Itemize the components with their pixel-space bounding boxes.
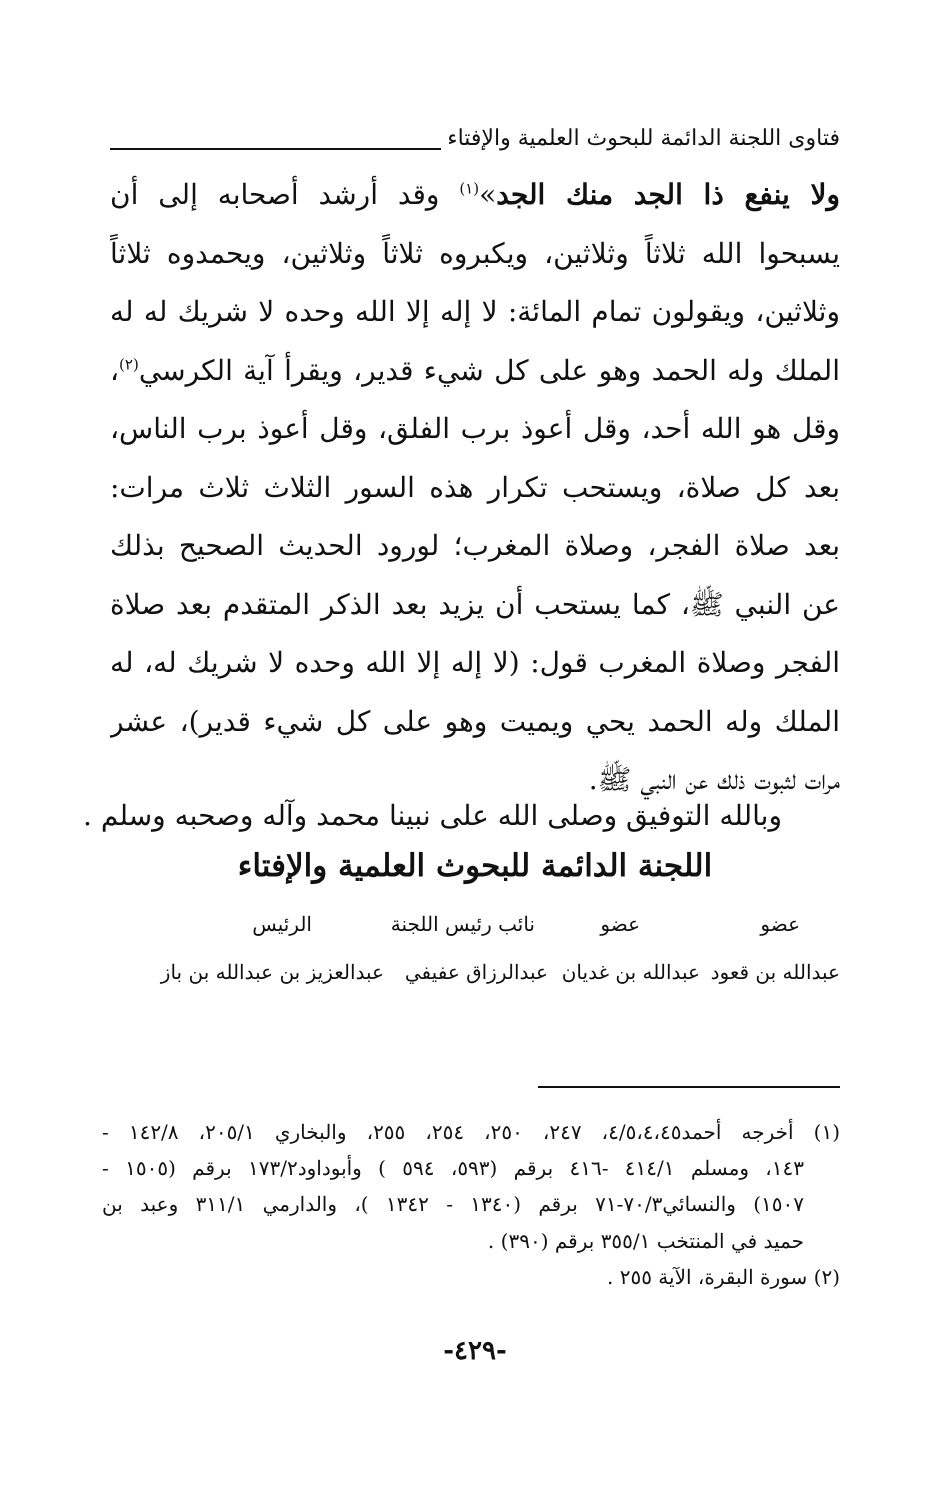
footnote-1-line-3: ١٥٠٧) والنسائي٧٠/٣-٧١ برقم (١٣٤٠ - ١٣٤٢ )، والدارمي ٣١١/١ وعبد بن — [102, 1192, 804, 1217]
footnote-1-line-2: ١٤٣، ومسلم ٤١٤/١ -٤١٦ برقم (٥٩٣، ٥٩٤ ) وأبوداود١٧٣/٢ برقم (١٥٠٥ - — [102, 1156, 804, 1181]
body-line-1-text: وقد أرشد أصحابه إلى أن — [110, 178, 440, 211]
body-line-9: الفجر وصلاة المغرب قول: (لا إله إلا الله وحده لا شريك له، له — [110, 646, 840, 679]
footnotes — [102, 1114, 840, 1295]
body-line-3: وثلاثين، ويقولون تمام المائة: لا إله إلا الله وحده لا شريك له له — [110, 295, 840, 328]
body-line-5: وقل هو الله أحد، وقل أعوذ برب الفلق، وقل أعوذ برب الناس، — [110, 412, 840, 445]
body-line-1: ولا ينفع ذا الجد منك الجد»$^{(١)}$ وقد أرشد أصحابه إلى أن — [110, 178, 840, 211]
name-chair: عبدالعزيز بن عبدالله بن باز — [160, 960, 384, 984]
hadith-quote: ولا ينفع ذا الجد منك الجد — [496, 178, 840, 211]
body-line-10: الملك وله الحمد يحي ويميت وهو على كل شيء قدير)، عشر — [110, 704, 840, 738]
name-deputy-chair: عبدالرزاق عفيفي — [404, 960, 548, 984]
name-member-2: عبدالله بن غديان — [561, 960, 700, 984]
title-member-2: عضو — [600, 912, 640, 936]
footnote-ref-1: (١) — [459, 179, 480, 198]
header-title: فتاوى اللجنة الدائمة للبحوث العلمية والإفتاء — [447, 126, 840, 151]
fatwa-body — [110, 166, 840, 810]
footnote-1-line-1: (١) أخرجه أحمد٤/٥،٤،٤٥، ٢٤٧، ٢٥٠، ٢٥٤، ٢٥٥، والبخاري ٢٠٥/١، ١٤٢/٨ - — [102, 1120, 840, 1144]
body-line-2: يسبحوا الله ثلاثاً وثلاثين، ويكبروه ثلاثاً وثلاثين، ويحمدوه ثلاثاً — [110, 236, 840, 270]
header-rule — [110, 148, 441, 150]
body-line-11: مرات لثبوت ذلك عن النبي ﷺ. — [588, 763, 840, 796]
committee-name: اللجنة الدائمة للبحوث العلمية والإفتاء — [237, 848, 713, 884]
body-line-4-text: الملك وله الحمد وهو على كل شيء قدير، ويقرأ آية الكرسي — [138, 353, 840, 387]
body-line-8: عن النبي ﷺ، كما يستحب أن يزيد بعد الذكر المتقدم بعد صلاة — [110, 587, 840, 621]
title-chair: الرئيس — [252, 912, 312, 936]
page-number: -٤٢٩- — [443, 1336, 507, 1366]
title-member-1: عضو — [760, 912, 800, 936]
footnote-2: (٢) سورة البقرة، الآية ٢٥٥ . — [607, 1264, 840, 1289]
body-line-4: الملك وله الحمد وهو على كل شيء قدير، ويقرأ آية الكرسي$^{(٢)}$، — [110, 353, 840, 387]
running-header — [110, 118, 840, 152]
footnote-separator — [538, 1086, 840, 1088]
body-line-6: بعد كل صلاة، ويستحب تكرار هذه السور الثلاث ثلاث مرات: — [110, 470, 840, 504]
body-line-7: بعد صلاة الفجر، وصلاة المغرب؛ لورود الحديث الصحيح بذلك — [110, 529, 840, 562]
footnote-ref-2: (٢) — [119, 355, 139, 374]
title-deputy-chair: نائب رئيس اللجنة — [390, 912, 535, 936]
closing-line: وبالله التوفيق وصلى الله على نبينا محمد وآله وصحبه وسلم . — [83, 799, 782, 832]
footnote-1-line-4: حميد في المنتخب ٣٥٥/١ برقم (٣٩٠) . — [487, 1228, 804, 1253]
name-member-1: عبدالله بن قعود — [710, 960, 840, 984]
